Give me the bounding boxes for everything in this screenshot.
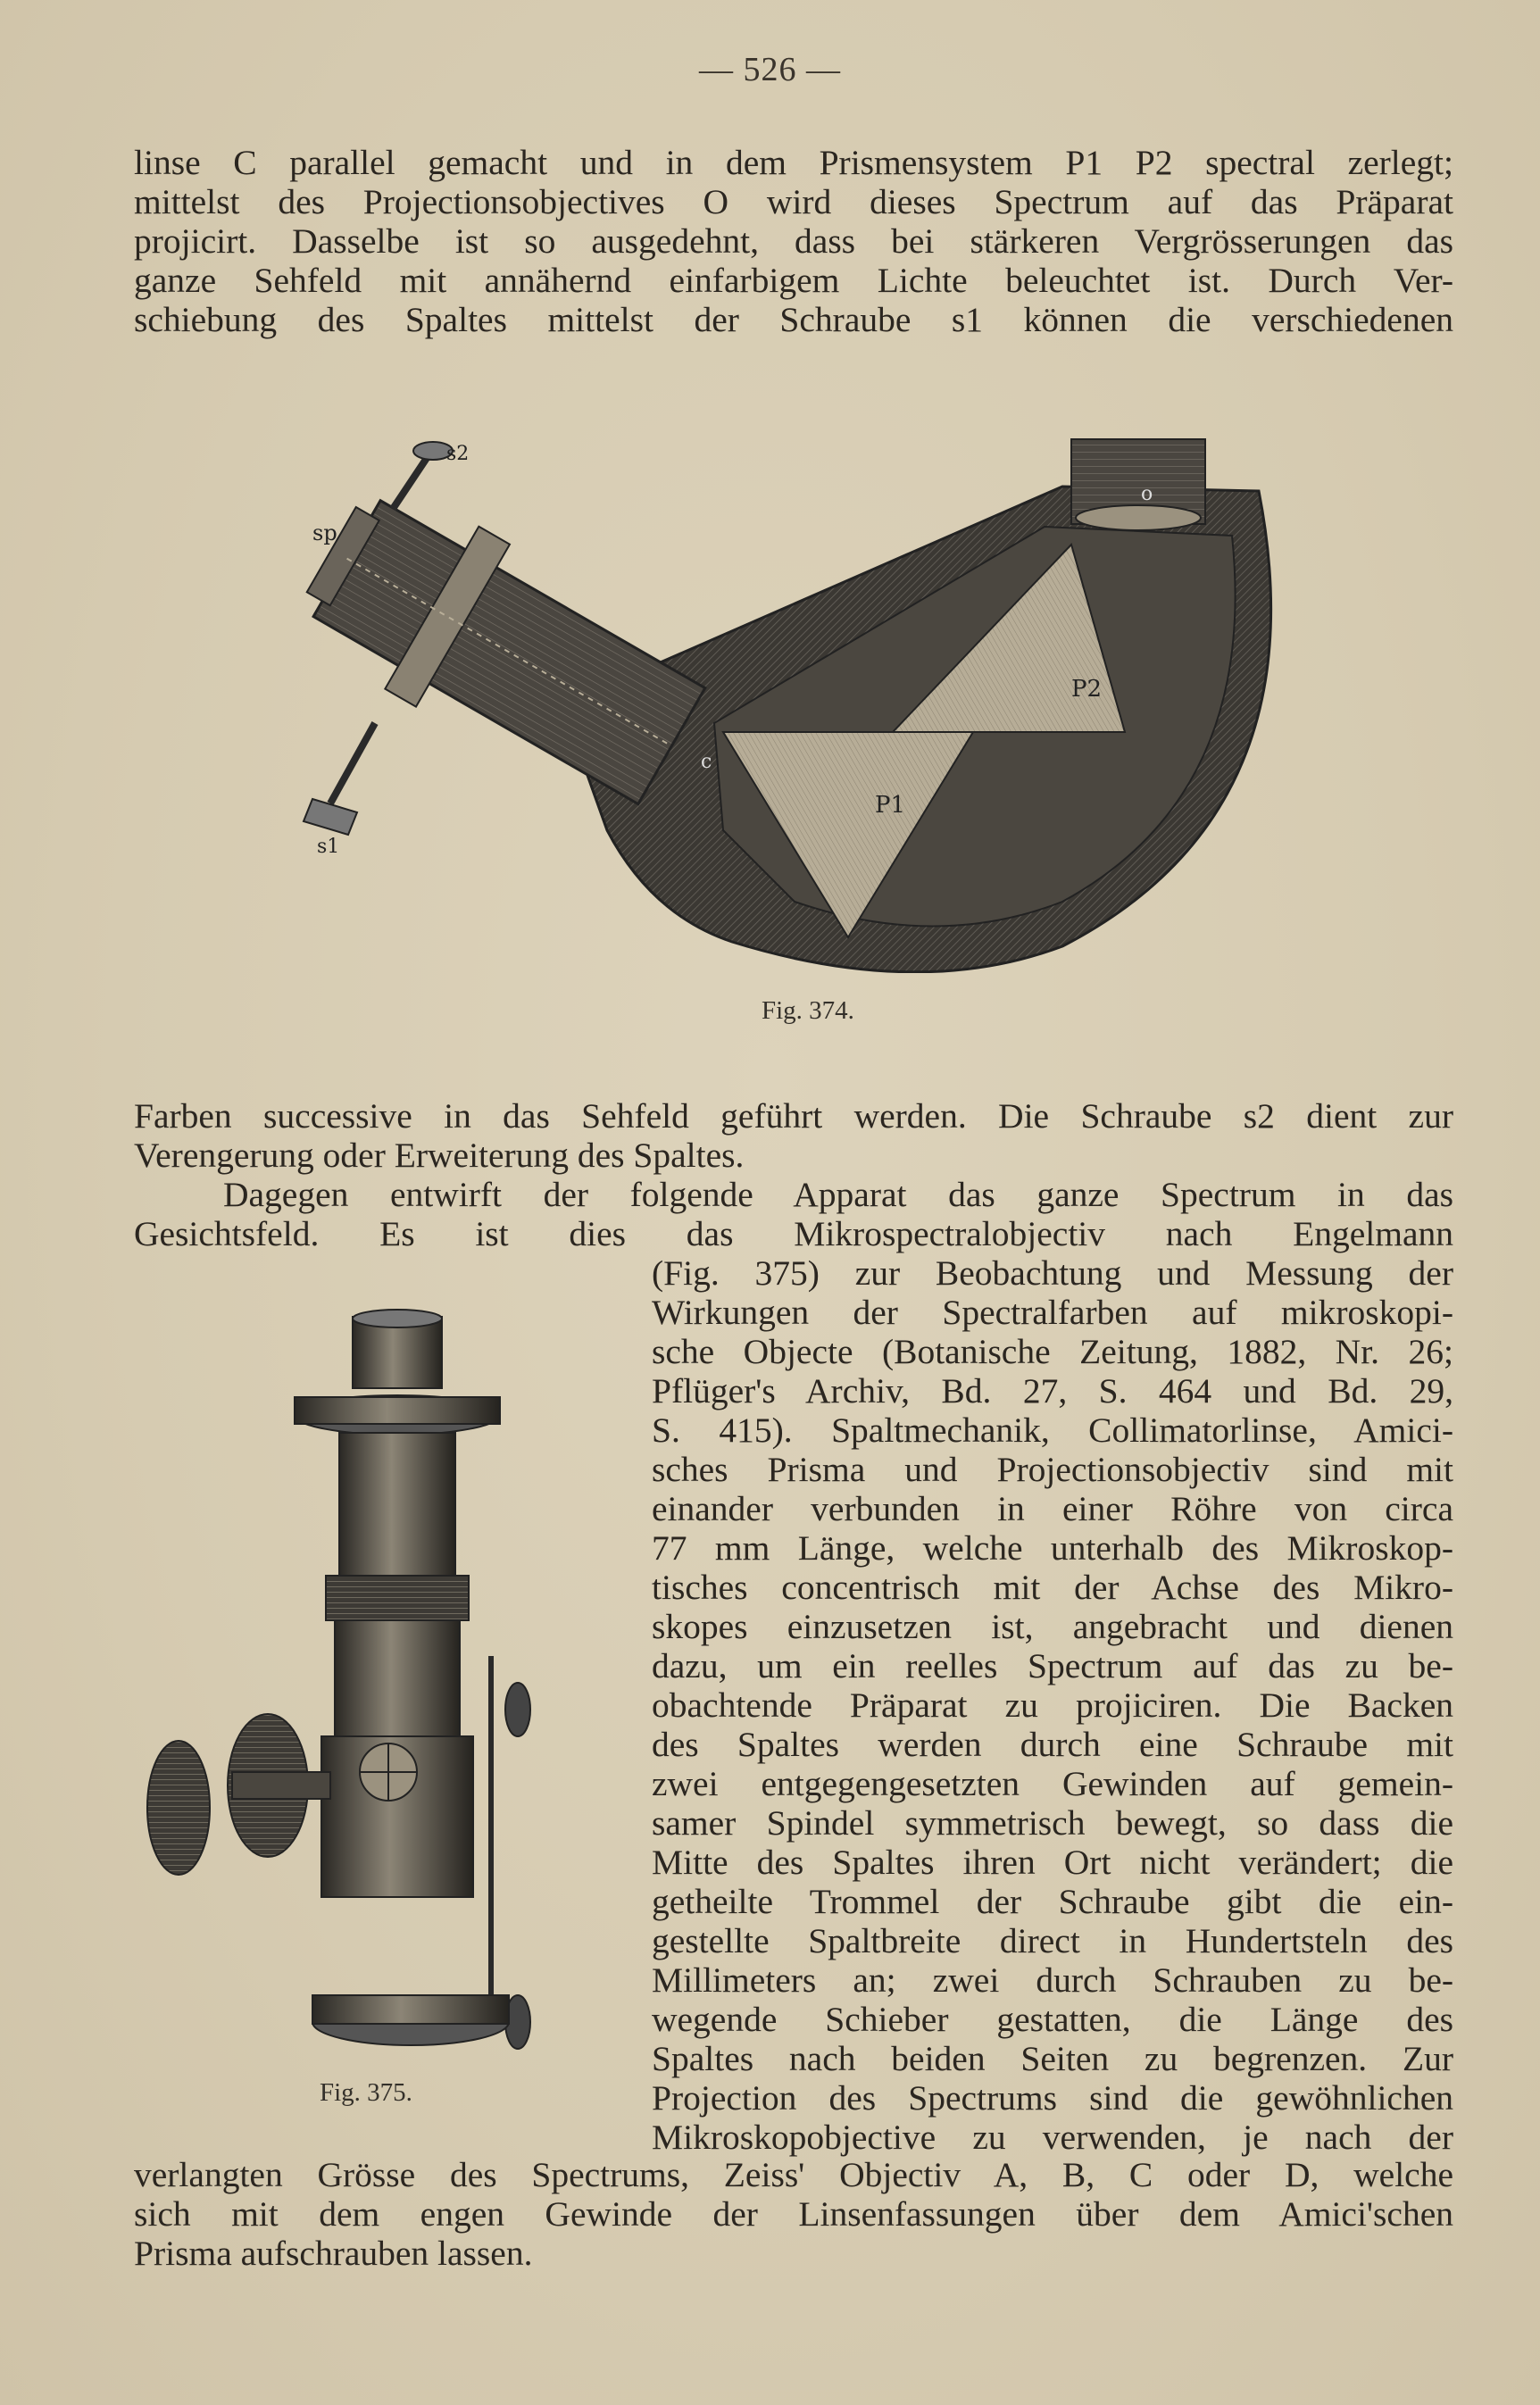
text-line: Pflüger's Archiv, Bd. 27, S. 464 und Bd. 29,: [652, 1371, 1453, 1411]
figure-375-illustration: [134, 1308, 598, 2076]
label-c: c: [701, 751, 712, 773]
text-line: tisches concentrisch mit der Achse des Mikro-: [652, 1568, 1453, 1607]
text-line: Verengerung oder Erweiterung des Spaltes.: [134, 1136, 745, 1175]
text-line: Spaltes nach beiden Seiten zu begrenzen. Zur: [652, 2039, 1453, 2078]
text-line: projicirt. Dasselbe ist so ausgedehnt, dass bei stärkeren Vergrösserungen das: [134, 221, 1453, 261]
label-s2: s2: [446, 443, 470, 465]
text-line: Mikroskopobjective zu verwenden, je nach der: [652, 2118, 1453, 2157]
text-line: Wirkungen der Spectralfarben auf mikroskopi-: [652, 1293, 1453, 1332]
label-s1: s1: [317, 836, 340, 858]
text-line: (Fig. 375) zur Beobachtung und Messung der: [652, 1253, 1453, 1293]
text-line: Projection des Spectrums sind die gewöhnlichen: [652, 2078, 1453, 2118]
text-line: sches Prisma und Projectionsobjectiv sind mit: [652, 1450, 1453, 1489]
text-line: samer Spindel symmetrisch bewegt, so dass die: [652, 1803, 1453, 1843]
figure-374-illustration: [295, 437, 1277, 973]
text-line: Prisma aufschrauben lassen.: [134, 2234, 533, 2273]
label-p1: P1: [875, 792, 906, 819]
figure-375-caption: Fig. 375.: [320, 2078, 412, 2107]
paragraph-right-column: [652, 1253, 1453, 2157]
text-line: sich mit dem engen Gewinde der Linsenfassungen über dem Amici'schen: [134, 2194, 1453, 2234]
text-line: sche Objecte (Botanische Zeitung, 1882, Nr. 26;: [652, 1332, 1453, 1371]
text-line: gestellte Spaltbreite direct in Hundertsteln des: [652, 1921, 1453, 1960]
text-line: einander verbunden in einer Röhre von circa: [652, 1489, 1453, 1528]
page-number: — 526 —: [699, 51, 841, 88]
text-line: Mitte des Spaltes ihren Ort nicht verändert; die: [652, 1843, 1453, 1882]
text-line: obachtende Präparat zu projiciren. Die Backen: [652, 1685, 1453, 1725]
text-line: S. 415). Spaltmechanik, Collimatorlinse, Amici-: [652, 1411, 1453, 1450]
text-line: getheilte Trommel der Schraube gibt die ein-: [652, 1882, 1453, 1921]
label-o: o: [1141, 483, 1153, 505]
text-line: ganze Sehfeld mit annähernd einfarbigem Lichte beleuchtet ist. Durch Ver-: [134, 261, 1453, 300]
text-line: des Spaltes werden durch eine Schraube mit: [652, 1725, 1453, 1764]
text-line: schiebung des Spaltes mittelst der Schraube s1 können die verschiedenen: [134, 300, 1453, 339]
text-line: 77 mm Länge, welche unterhalb des Mikroskop-: [652, 1528, 1453, 1568]
text-line: mittelst des Projectionsobjectives O wird dieses Spectrum auf das Präparat: [134, 182, 1453, 221]
figure-374-caption: Fig. 374.: [762, 996, 854, 1025]
text-line: linse C parallel gemacht und in dem Prismensystem P1 P2 spectral zerlegt;: [134, 143, 1453, 182]
text-line: skopes einzusetzen ist, angebracht und dienen: [652, 1607, 1453, 1646]
paragraph-bottom: [134, 2155, 1453, 2273]
text-line: Farben successive in das Sehfeld geführt werden. Die Schraube s2 dient zur: [134, 1096, 1453, 1136]
paragraph-mid: [134, 1096, 1453, 1253]
text-line: verlangten Grösse des Spectrums, Zeiss' Objectiv A, B, C oder D, welche: [134, 2155, 1453, 2194]
label-p2: P2: [1071, 676, 1103, 703]
text-line: dazu, um ein reelles Spectrum auf das zu be-: [652, 1646, 1453, 1685]
text-line: wegende Schieber gestatten, die Länge des: [652, 2000, 1453, 2039]
label-sp: sp: [312, 520, 337, 545]
text-line: Gesichtsfeld. Es ist dies das Mikrospectralobjectiv nach Engelmann: [134, 1214, 1453, 1253]
text-line: Millimeters an; zwei durch Schrauben zu be-: [652, 1960, 1453, 2000]
paragraph-top: [134, 143, 1453, 339]
text-line: zwei entgegengesetzten Gewinden auf gemein-: [652, 1764, 1453, 1803]
text-line: Dagegen entwirft der folgende Apparat das ganze Spectrum in das: [223, 1175, 1453, 1214]
